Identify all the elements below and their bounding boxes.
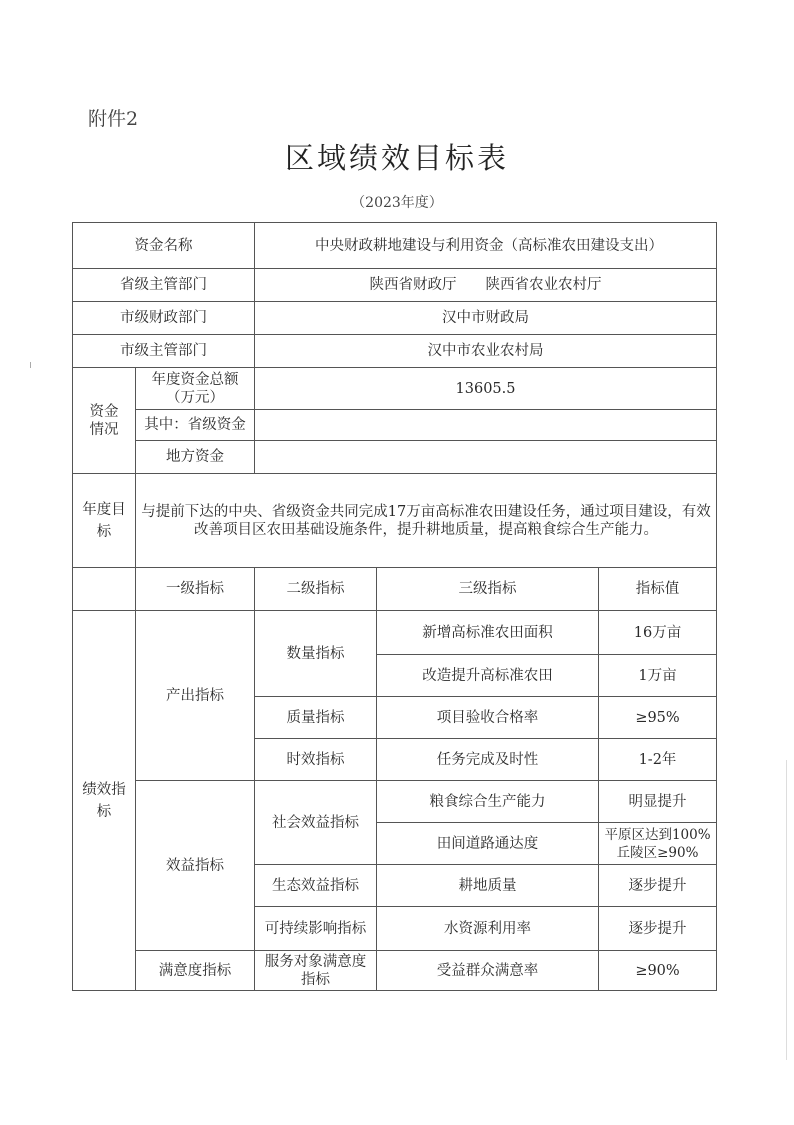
indicator-name: 粮食综合生产能力 xyxy=(377,781,599,823)
indicator-value: 1万亩 xyxy=(599,655,717,697)
blank-cell xyxy=(73,568,136,611)
city-finance-label: 市级财政部门 xyxy=(73,302,255,335)
annual-goal-text: 与提前下达的中央、省级资金共同完成17万亩高标准农田建设任务，通过项目建设，有效改善项目区农田基础设施条件，提升耕地质量，提高粮食综合生产能力。 xyxy=(136,474,717,568)
table-row xyxy=(73,302,717,335)
page-title: 区域绩效目标表 xyxy=(284,141,509,175)
attachment-label: 附件2 xyxy=(88,108,139,130)
indicator-value: 平原区达到100%丘陵区≥90% xyxy=(599,823,717,865)
table-row xyxy=(73,568,717,611)
satisfaction-level2-label: 服务对象满意度指标 xyxy=(255,951,377,991)
header-level1: 一级指标 xyxy=(136,568,255,611)
scan-mark xyxy=(30,362,31,368)
city-dept-label: 市级主管部门 xyxy=(73,335,255,368)
city-finance-value: 汉中市财政局 xyxy=(255,302,717,335)
quantity-indicators-label: 数量指标 xyxy=(255,611,377,697)
fund-name-value: 中央财政耕地建设与利用资金（高标准农田建设支出） xyxy=(255,223,717,269)
social-benefit-label: 社会效益指标 xyxy=(255,781,377,865)
table-row xyxy=(73,410,717,441)
table-row xyxy=(73,368,717,410)
table-row xyxy=(73,474,717,568)
sustainable-impact-label: 可持续影响指标 xyxy=(255,907,377,951)
header-level2: 二级指标 xyxy=(255,568,377,611)
indicator-value: 逐步提升 xyxy=(599,907,717,951)
indicator-value: 逐步提升 xyxy=(599,865,717,907)
provincial-dept-value: 陕西省财政厅 陕西省农业农村厅 xyxy=(255,269,717,302)
provincial-dept-label: 省级主管部门 xyxy=(73,269,255,302)
provincial-funds-value xyxy=(255,410,717,441)
table-row xyxy=(73,223,717,269)
annual-goal-label: 年度目标 xyxy=(73,474,136,568)
local-funds-label: 地方资金 xyxy=(136,441,255,474)
header-level3: 三级指标 xyxy=(377,568,599,611)
output-indicators-label: 产出指标 xyxy=(136,611,255,781)
indicator-name: 改造提升高标准农田 xyxy=(377,655,599,697)
benefit-indicators-label: 效益指标 xyxy=(136,781,255,951)
table-row xyxy=(73,951,717,991)
indicator-name: 田间道路通达度 xyxy=(377,823,599,865)
timeliness-indicators-label: 时效指标 xyxy=(255,739,377,781)
city-dept-value: 汉中市农业农村局 xyxy=(255,335,717,368)
indicator-name: 新增高标准农田面积 xyxy=(377,611,599,655)
indicator-value: 1-2年 xyxy=(599,739,717,781)
table-row xyxy=(73,441,717,474)
scan-edge xyxy=(786,760,787,1060)
performance-indicators-label: 绩效指标 xyxy=(73,611,136,991)
indicator-name: 耕地质量 xyxy=(377,865,599,907)
table-row xyxy=(73,335,717,368)
indicator-value: 16万亩 xyxy=(599,611,717,655)
header-value: 指标值 xyxy=(599,568,717,611)
year-label: （2023年度） xyxy=(351,195,443,211)
local-funds-value xyxy=(255,441,717,474)
annual-total-value: 13605.5 xyxy=(255,368,717,410)
quality-indicators-label: 质量指标 xyxy=(255,697,377,739)
indicator-name: 受益群众满意率 xyxy=(377,951,599,991)
table-row xyxy=(73,611,717,655)
fund-name-label: 资金名称 xyxy=(73,223,255,269)
provincial-funds-label: 其中：省级资金 xyxy=(136,410,255,441)
performance-target-table xyxy=(72,222,717,991)
indicator-name: 项目验收合格率 xyxy=(377,697,599,739)
satisfaction-indicators-label: 满意度指标 xyxy=(136,951,255,991)
table-row xyxy=(73,269,717,302)
indicator-value: ≥95% xyxy=(599,697,717,739)
indicator-value: ≥90% xyxy=(599,951,717,991)
indicator-name: 任务完成及时性 xyxy=(377,739,599,781)
table-row xyxy=(73,781,717,823)
annual-total-label: 年度资金总额（万元） xyxy=(136,368,255,410)
ecological-benefit-label: 生态效益指标 xyxy=(255,865,377,907)
funds-label: 资金情况 xyxy=(73,368,136,474)
indicator-name: 水资源利用率 xyxy=(377,907,599,951)
indicator-value: 明显提升 xyxy=(599,781,717,823)
